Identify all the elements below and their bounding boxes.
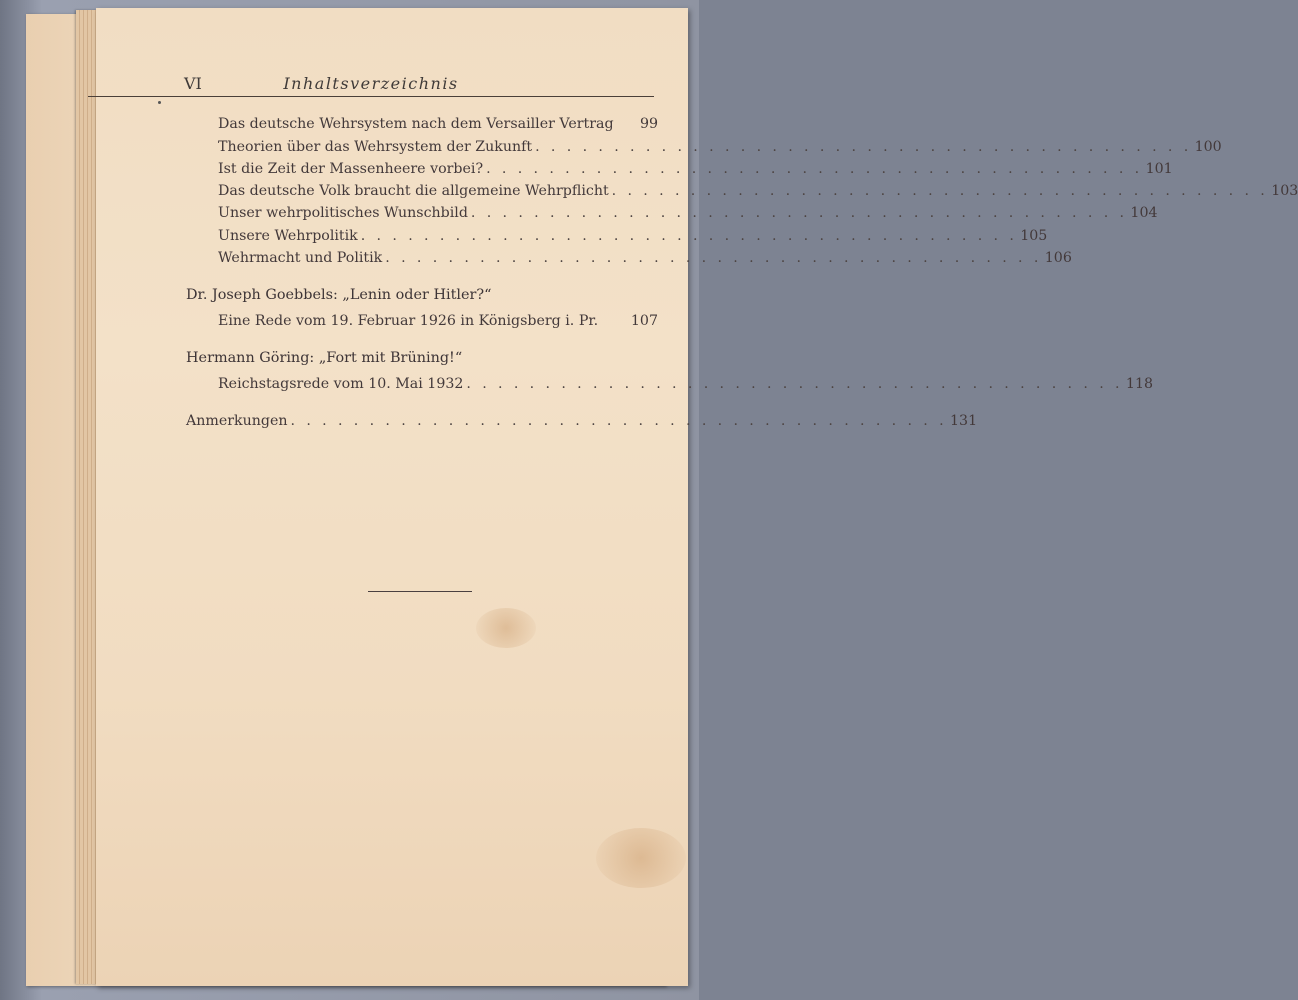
toc-leader: . . . . . . . . . . . . . . . . . . . . . . . . . . . . . . . . . . . . . . . . . . (466, 376, 1123, 392)
toc-entry-page: 106 (1044, 250, 1072, 266)
toc-entry-title: Eine Rede vom 19. Februar 1926 in Königsberg i. Pr. (218, 313, 599, 329)
toc-entry-page: 105 (1020, 228, 1048, 244)
toc-entry-title: Unsere Wehrpolitik (218, 228, 358, 244)
toc-leader: . . . . . . . . . . . . . . . . . . . . . . . . . . . . . . . . . . . . . . . . . . (385, 250, 1042, 266)
toc-section-heading: Hermann Göring: „Fort mit Brüning!“ (186, 350, 463, 366)
toc-entry-page: 118 (1125, 376, 1154, 392)
toc-entry-title: Das deutsche Volk braucht die allgemeine Wehrpflicht (218, 183, 609, 199)
toc-entry-page: 99 (639, 116, 658, 132)
toc-entry-title: Unser wehrpolitisches Wunschbild (218, 205, 468, 221)
toc-leader: . . . . . . . . . . . . . . . . . . . . . . . . . . . . . . . . . . . . . . . . . . (290, 413, 948, 429)
toc-section-heading: Dr. Joseph Goebbels: „Lenin oder Hitler?“ (186, 287, 492, 303)
toc-entry-notes (186, 413, 978, 433)
paper-stain (596, 828, 686, 888)
page-edges (76, 10, 98, 984)
toc-entry (218, 139, 1222, 159)
toc-entry-page: 131 (950, 413, 978, 429)
paper-stain (476, 608, 536, 648)
toc-entry-title: Das deutsche Wehrsystem nach dem Versailler Vertrag (218, 116, 614, 132)
toc-entry-title: Wehrmacht und Politik (218, 250, 383, 266)
ink-dot (158, 101, 161, 104)
toc-entry-page: 100 (1194, 139, 1222, 155)
toc-entry-page: 101 (1145, 161, 1173, 177)
toc-entry (218, 161, 1173, 181)
toc-entry-title: Theorien über das Wehrsystem der Zukunft (218, 139, 533, 155)
toc-entry-page: 103 (1271, 183, 1298, 199)
toc-entry-title: Ist die Zeit der Massenheere vorbei? (218, 161, 484, 177)
toc-entry-page: 104 (1130, 205, 1158, 221)
toc-entry (218, 228, 1048, 248)
toc-leader: . . . . . . . . . . . . . . . . . . . . . . . . . . . . . . . . . . . . . . . . . . (360, 228, 1018, 244)
toc-leader: . . . . . . . . . . . . . . . . . . . . . . . . . . . . . . . . . . . . . . . . . . (611, 183, 1269, 199)
end-rule (368, 591, 472, 592)
toc-entry (218, 183, 1298, 203)
page-title: Inhaltsverzeichnis (283, 74, 459, 93)
toc-leader: . . . . . . . . . . . . . . . . . . . . . . . . . . . . . . . . . . . . . . . . . . (486, 161, 1143, 177)
toc-entry (218, 205, 1158, 225)
toc-entry-title: Anmerkungen (186, 413, 288, 429)
page-header (88, 66, 654, 97)
toc-leader: . . . . . . . . . . . . . . . . . . . . . . . . . . . . . . . . . . . . . . . . . . (470, 205, 1128, 221)
page-number: VI (184, 74, 202, 93)
toc-entry (218, 313, 658, 333)
toc-entry (218, 376, 1154, 396)
toc-entry (218, 250, 1072, 270)
toc-leader: . . . . . . . . . . . . . . . . . . . . . . . . . . . . . . . . . . . . . . . . . . (535, 139, 1192, 155)
toc-entry-title: Reichstagsrede vom 10. Mai 1932 (218, 376, 464, 392)
toc-entry-page: 107 (630, 313, 658, 329)
toc-entry (218, 116, 658, 136)
